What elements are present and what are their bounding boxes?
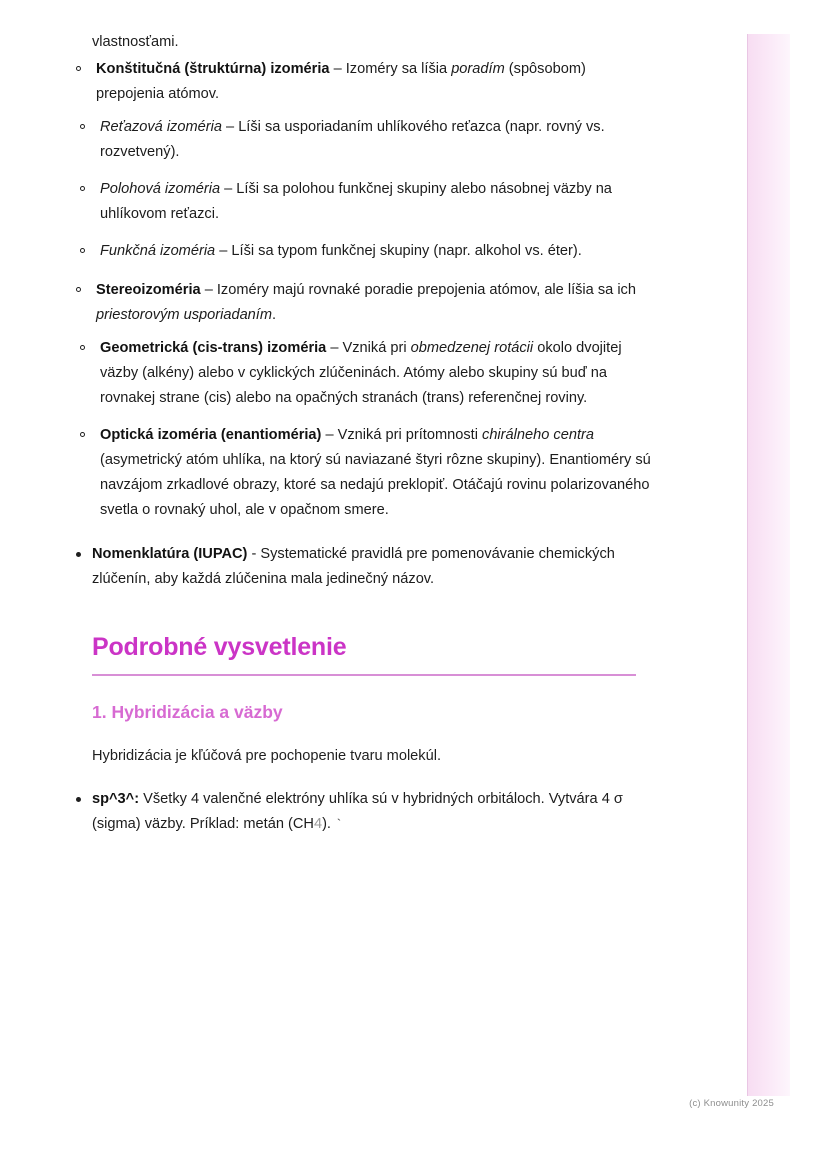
funkcna-title: Funkčná izoméria [100, 243, 216, 259]
spacer [92, 525, 652, 542]
stereoizomeria-dash: – Izoméry majú rovnaké poradie prepojenia atómov, ale líšia sa ich [200, 282, 636, 298]
geometricka-title: Geometrická (cis-trans) izoméria [100, 340, 327, 356]
nomenklatura-text: - Systematické pravidlá pre pomenovávanie chemických zlúčenín, aby každá zlúčenina mala jedinečný názov. [92, 546, 615, 587]
konstitucna-rest: (spôsobom) prepojenia atómov. [96, 61, 586, 102]
geometricka-rest: okolo dvojitej väzby (alkény) alebo v cyklických zlúčeninách. Atómy alebo skupiny sú buď na rovnakej strane (cis) alebo na opačných stranách (trans) referenčnej roviny. [100, 340, 622, 406]
list-item-polohova [96, 177, 652, 227]
section-paragraph: Hybridizácia je kľúčová pre pochopenie tvaru molekúl. [92, 747, 442, 764]
sp3-text-2: ). [322, 815, 336, 832]
opticka-dash: – Vzniká pri prítomnosti [321, 427, 483, 443]
section-subtitle: 1. Hybridizácia a väzby [92, 701, 283, 722]
isomeria-list [92, 57, 652, 264]
stereoizomeria-rest: . [272, 307, 277, 323]
funkcna-text: – Líši sa typom funkčnej skupiny (napr. alkohol vs. éter). [215, 243, 582, 259]
sp3-subscript: 4 [313, 815, 323, 832]
spacer [92, 268, 652, 278]
geometricka-dash: – Vzniká pri [326, 340, 411, 356]
konstitucna-dash: – Izoméry sa líšia [329, 61, 452, 77]
stereoizomeria-title: Stereoizoméria [96, 282, 201, 298]
opticka-italic: chirálneho centra [482, 427, 594, 443]
list-item-opticka [96, 423, 652, 523]
opticka-rest: (asymetrický atóm uhlíka, na ktorý sú naviazané štyri rôzne skupiny). Enantioméry sú navzájom zrkadlové obrazy, ktoré sa nedajú preklopiť. Otáčajú rovinu polarizovaného svetla o rovnaký uhol, ale v opačnom smere. [100, 452, 651, 518]
list-item-geometricka [96, 336, 652, 411]
title-divider [92, 674, 636, 676]
konstitucna-title: Konštitučná (štruktúrna) izoméria [96, 61, 330, 77]
retazova-text: – Líši sa usporiadaním uhlíkového reťazca (napr. rovný vs. rozvetvený). [100, 119, 605, 160]
sp3-backtick: ` [335, 816, 343, 832]
list-item-funkcna [96, 239, 652, 264]
list-item-stereoizomeria [92, 278, 652, 523]
page-side-band [747, 34, 790, 1096]
stereoizomeria-list [92, 278, 652, 523]
stereoizomeria-sublist [96, 336, 652, 523]
stereoizomeria-italic: priestorovým usporiadaním [96, 307, 273, 323]
hybridizacia-list [92, 787, 652, 837]
polohova-title: Polohová izoméria [100, 181, 221, 197]
konstitucna-italic: poradím [451, 61, 505, 77]
lead-text: vlastnosťami. [92, 34, 179, 50]
konstitucna-sublist [96, 115, 652, 264]
list-item-retazova [96, 115, 652, 165]
copyright-footer: (c) Knowunity 2025 [689, 1098, 774, 1109]
sp3-title: sp^3^: [92, 790, 140, 807]
page-title: Podrobné vysvetlenie [92, 633, 347, 661]
nomenklatura-list [92, 542, 652, 592]
nomenklatura-title: Nomenklatúra (IUPAC) [92, 546, 248, 562]
document-content [92, 30, 652, 839]
opticka-title: Optická izoméria (enantioméria) [100, 427, 322, 443]
geometricka-italic: obmedzenej rotácii [410, 340, 534, 356]
sp3-text-1: Všetky 4 valenčné elektróny uhlíka sú v hybridných orbitáloch. Vytvára 4 σ (sigma) väzby. Príklad: metán (CH [92, 790, 623, 832]
list-item-sp3 [92, 787, 652, 837]
retazova-title: Reťazová izoméria [100, 119, 222, 135]
list-item-nomenklatura [92, 542, 652, 592]
list-item-konstitucna [92, 57, 652, 264]
polohova-text: – Líši sa polohou funkčnej skupiny alebo násobnej väzby na uhlíkovom reťazci. [100, 181, 612, 222]
